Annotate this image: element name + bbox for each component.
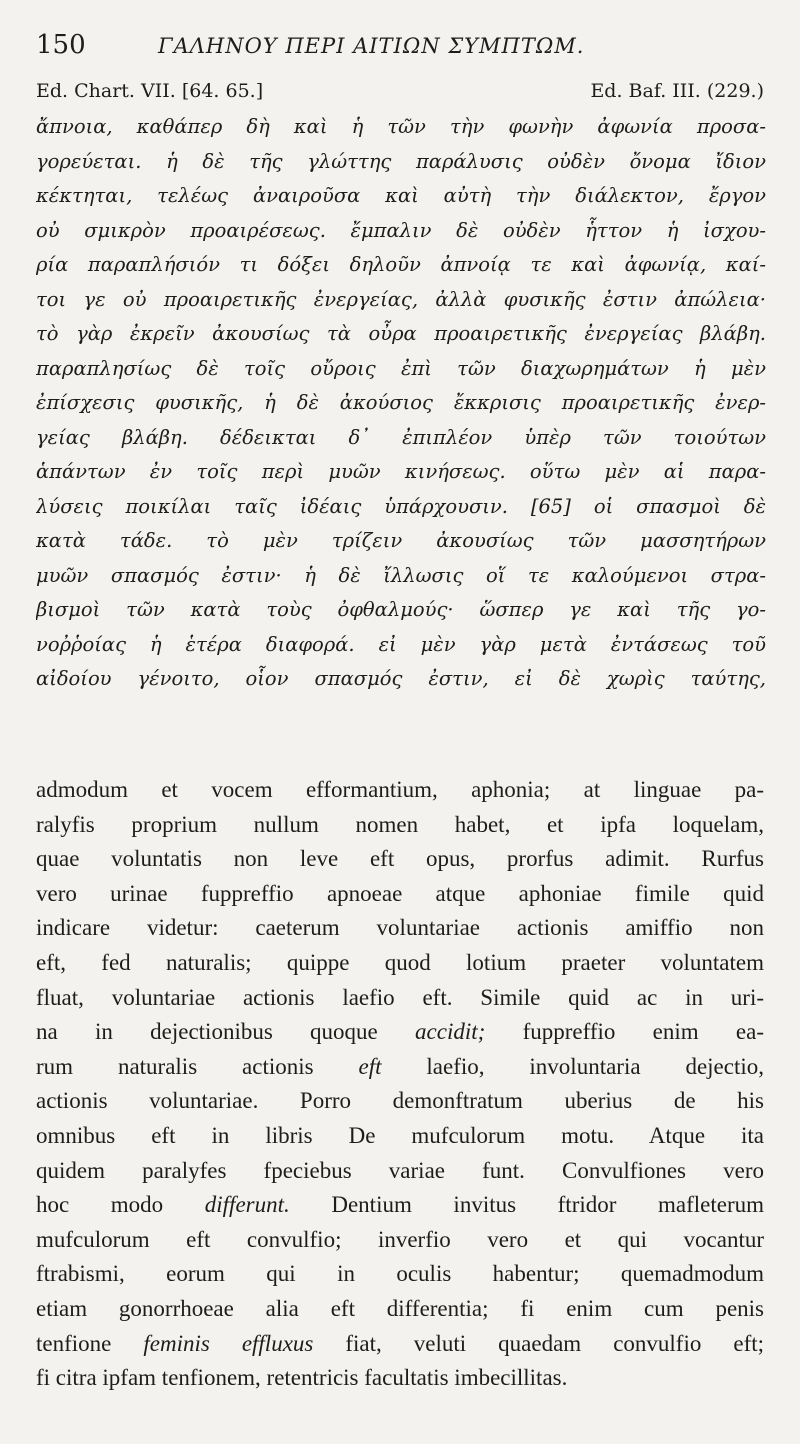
greek-text-block bbox=[36, 110, 766, 697]
edition-chartier-ref: Ed. Chart. VII. [64. 65.] bbox=[36, 80, 264, 102]
greek-text-line: ἁπάντων ἐν τοῖς περὶ μυῶν κινήσεως. οὕτω μὲν αἱ παρα- bbox=[36, 460, 766, 483]
latin-text-line: indicare videtur: caeterum voluntariae actionis amiffio non bbox=[36, 915, 764, 941]
latin-text-line: ftrabismi, eorum qui in oculis habentur; quemadmodum bbox=[36, 1261, 764, 1287]
latin-text-line: vero urinae fuppreffio apnoeae atque aphoniae fimile quid bbox=[36, 880, 764, 906]
italic-emphasis: accidit; bbox=[415, 1019, 486, 1045]
greek-text-line: λύσεις ποικίλαι ταῖς ἰδέαις ὑπάρχουσιν. [65] οἱ σπασμοὶ δὲ bbox=[36, 494, 766, 518]
latin-text-line: mufculorum eft convulfio; inverfio vero et qui vocantur bbox=[36, 1226, 764, 1252]
greek-text-line: οὐ σμικρὸν προαιρέσεως. ἔμπαλιν δὲ οὐδὲν ἧττον ἡ ἰσχου- bbox=[36, 218, 766, 242]
italic-emphasis: differunt. bbox=[204, 1192, 290, 1218]
page-number: 150 bbox=[36, 30, 86, 60]
italic-emphasis: feminis effluxus bbox=[143, 1330, 314, 1356]
latin-text-line: admodum et vocem efformantium, aphonia; at linguae pa- bbox=[36, 777, 764, 802]
greek-text-line: αἰδοίου γένοιτο, οἷον σπασμός ἐστιν, εἰ δὲ χωρὶς ταύτης, bbox=[36, 667, 766, 690]
latin-text-line: etiam gonorrhoeae alia eft differentia; fi enim cum penis bbox=[36, 1295, 764, 1321]
latin-text-line: actionis voluntariae. Porro demonftratum uberius de his bbox=[36, 1088, 764, 1114]
greek-text-line: γορεύεται. ἡ δὲ τῆς γλώττης παράλυσις οὐδὲν ὄνομα ἴδιον bbox=[36, 149, 766, 173]
running-title: ΓΑΛΗΝΟΥ ΠΕΡΙ ΑΙΤΙΩΝ ΣΥΜΠΤΩΜ. bbox=[158, 34, 585, 58]
latin-text-line: fi citra ipfam tenfionem, retentricis facultatis imbecillitas. bbox=[36, 1365, 568, 1391]
latin-text-line: na in dejectionibus quoque accidit; fuppreffio enim ea- bbox=[36, 1019, 764, 1045]
greek-text-line: μυῶν σπασμός ἐστιν· ἡ δὲ ἴλλωσις οἵ τε καλούμενοι στρα- bbox=[36, 563, 766, 587]
greek-text-line: τὸ γὰρ ἐκρεῖν ἀκουσίως τὰ οὖρα προαιρετικῆς ἐνεργείας βλάβη. bbox=[36, 322, 766, 345]
greek-text-line: παραπλησίως δὲ τοῖς οὔροις ἐπὶ τῶν διαχωρημάτων ἡ μὲν bbox=[36, 356, 766, 380]
latin-translation-block bbox=[36, 773, 764, 1396]
latin-text-line: eft, fed naturalis; quippe quod lotium praeter voluntatem bbox=[36, 949, 764, 975]
greek-text-line: τοι γε οὐ προαιρετικῆς ἐνεργείας, ἀλλὰ φυσικῆς ἐστιν ἀπώλεια· bbox=[36, 287, 766, 311]
greek-text-line: ἄπνοια, καθάπερ δὴ καὶ ἡ τῶν τὴν φωνὴν ἀφωνία προσα- bbox=[36, 115, 766, 138]
latin-text-line: omnibus eft in libris De mufculorum motu. Atque ita bbox=[36, 1122, 764, 1148]
latin-text-line: rum naturalis actionis eft laefio, involuntaria dejectio, bbox=[36, 1053, 764, 1079]
greek-text-line: κέκτηται, τελέως ἀναιροῦσα καὶ αὐτὴ τὴν διάλεκτον, ἔργον bbox=[36, 184, 766, 207]
latin-text-line: quae voluntatis non leve eft opus, prorfus adimit. Rurfus bbox=[36, 846, 764, 872]
greek-text-line: νοῤῥοίας ἡ ἑτέρα διαφορά. εἰ μὲν γὰρ μετὰ ἐντάσεως τοῦ bbox=[36, 632, 766, 656]
italic-emphasis: eft bbox=[358, 1053, 382, 1079]
latin-text-line: quidem paralyfes fpeciebus variae funt. Convulfiones vero bbox=[36, 1157, 764, 1183]
edition-reference-line bbox=[36, 80, 764, 104]
running-head bbox=[36, 30, 766, 60]
latin-text-line: tenfione feminis effluxus fiat, veluti quaedam convulfio eft; bbox=[36, 1330, 764, 1356]
latin-text-line: ralyfis proprium nullum nomen habet, et ipfa loquelam, bbox=[36, 811, 764, 837]
edition-basel-ref: Ed. Baf. III. (229.) bbox=[590, 80, 764, 102]
latin-text-line: fluat, voluntariae actionis laefio eft. Simile quid ac in uri- bbox=[36, 984, 764, 1010]
latin-text-line: hoc modo differunt. Dentium invitus ftridor mafleterum bbox=[36, 1192, 764, 1218]
greek-text-line: ρία παραπλήσιόν τι δόξει δηλοῦν ἀπνοίᾳ τε καὶ ἀφωνίᾳ, καί- bbox=[36, 253, 766, 276]
greek-text-line: κατὰ τάδε. τὸ μὲν τρίζειν ἀκουσίως τῶν μασσητήρων bbox=[36, 529, 766, 552]
greek-text-line: βισμοὶ τῶν κατὰ τοὺς ὀφθαλμούς· ὥσπερ γε καὶ τῆς γο- bbox=[36, 598, 766, 621]
greek-text-line: γείας βλάβη. δέδεικται δ᾽ ἐπιπλέον ὑπὲρ τῶν τοιούτων bbox=[36, 425, 766, 449]
greek-text-line: ἐπίσχεσις φυσικῆς, ἡ δὲ ἀκούσιος ἔκκρισις προαιρετικῆς ἐνερ- bbox=[36, 391, 766, 414]
